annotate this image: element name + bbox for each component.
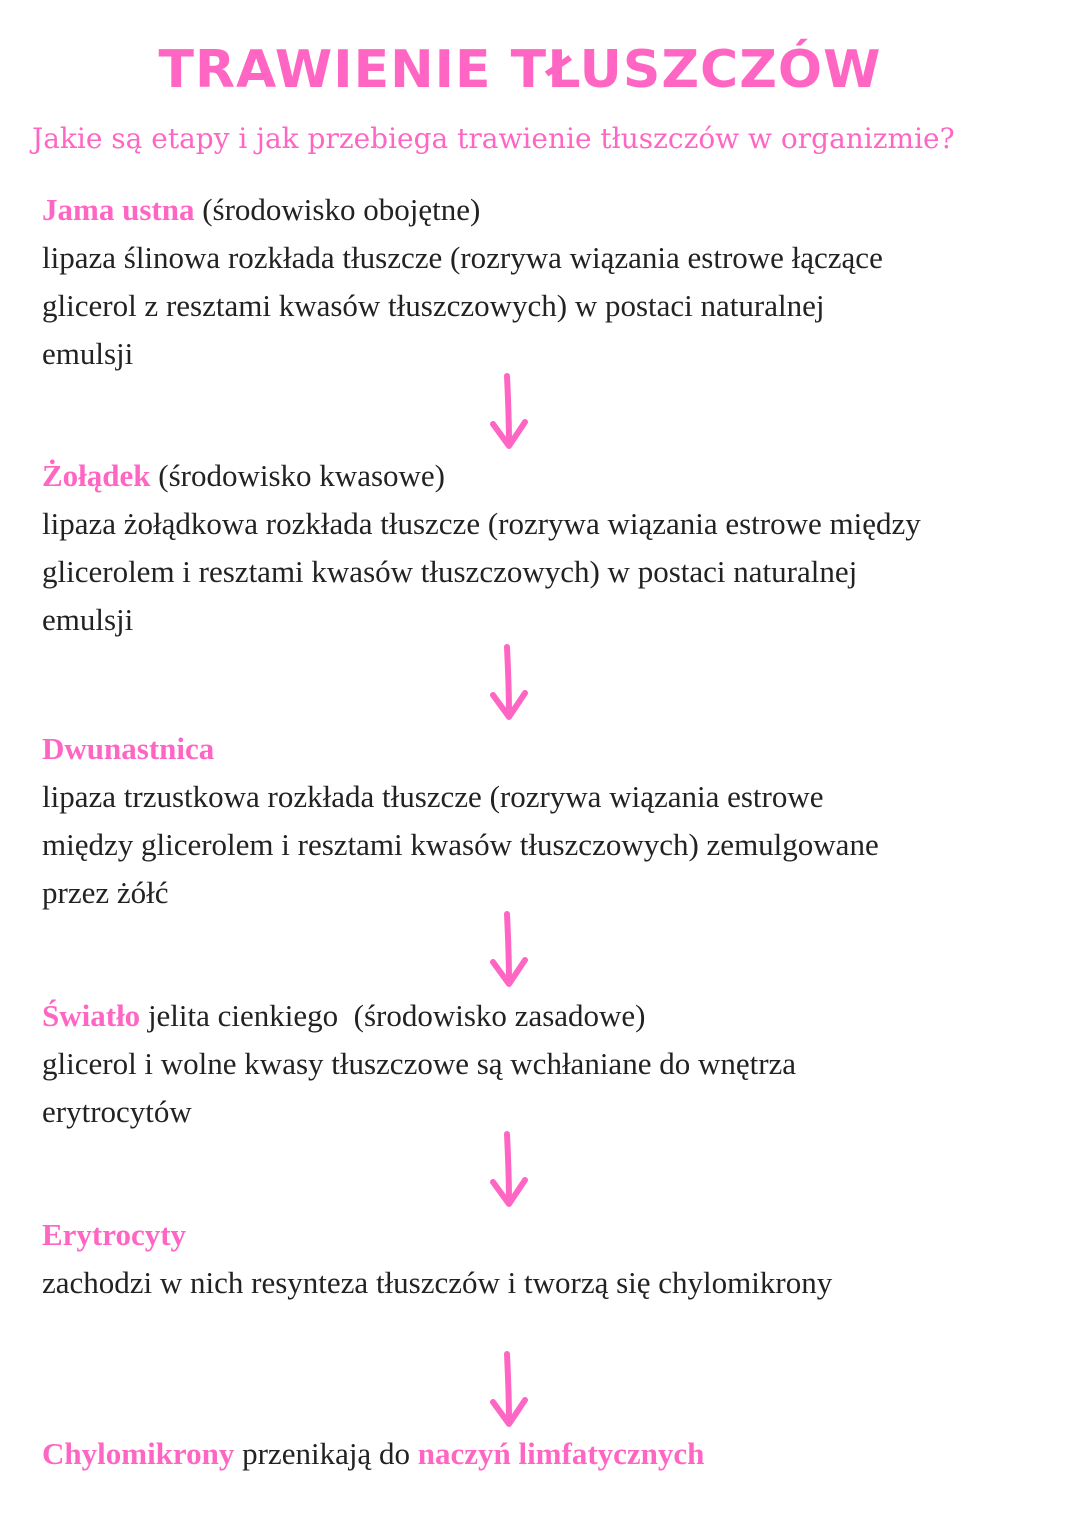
- down-arrow-icon: [487, 372, 531, 452]
- final-middle-text: przenikają do: [234, 1436, 418, 1471]
- step-environment: (środowisko kwasowe): [150, 458, 445, 493]
- step-heading: [42, 725, 922, 773]
- step-highlight: Żołądek: [42, 458, 151, 493]
- step-description: glicerol i wolne kwasy tłuszczowe są wchłaniane do wnętrza erytrocytów: [42, 1046, 797, 1129]
- step-description: lipaza trzustkowa rozkłada tłuszcze (rozrywa wiązania estrowe między glicerolem i resztami kwasów tłuszczowych) zemulgowane przez żółć: [42, 779, 879, 910]
- step-heading: [42, 452, 922, 500]
- step-description: zachodzi w nich resynteza tłuszczów i tworzą się chylomikrony: [42, 1265, 833, 1300]
- final-statement: [42, 1430, 704, 1478]
- down-arrow-icon: [487, 910, 531, 990]
- step-heading: [42, 186, 922, 234]
- step-description: lipaza ślinowa rozkłada tłuszcze (rozrywa wiązania estrowe łączące glicerol z resztami kwasów tłuszczowych) w postaci naturalnej emulsji: [42, 240, 883, 371]
- down-arrow-icon: [487, 1350, 531, 1430]
- step-swiatlo-jelita: [42, 992, 922, 1136]
- page-title: TRAWIENIE TŁUSZCZÓW: [158, 40, 882, 100]
- step-highlight: Dwunastnica: [42, 731, 215, 766]
- step-highlight: Jama ustna: [42, 192, 195, 227]
- page-subtitle: Jakie są etapy i jak przebiega trawienie tłuszczów w organizmie?: [32, 122, 955, 155]
- down-arrow-icon: [487, 643, 531, 723]
- step-environment: jelita cienkiego (środowisko zasadowe): [140, 998, 646, 1033]
- step-highlight: Światło: [42, 998, 141, 1033]
- down-arrow-icon: [487, 1130, 531, 1210]
- step-environment: (środowisko obojętne): [194, 192, 481, 227]
- final-highlight-chylomikrony: Chylomikrony: [42, 1436, 235, 1471]
- step-heading: [42, 1211, 922, 1259]
- step-erytrocyty: [42, 1211, 922, 1307]
- step-dwunastnica: [42, 725, 922, 917]
- step-jama-ustna: [42, 186, 922, 378]
- final-highlight-naczynia: naczyń limfatycznych: [417, 1436, 705, 1471]
- step-zoladek: [42, 452, 922, 644]
- step-highlight: Erytrocyty: [42, 1217, 187, 1252]
- step-description: lipaza żołądkowa rozkłada tłuszcze (rozrywa wiązania estrowe między glicerolem i resztami kwasów tłuszczowych) w postaci naturalnej emulsji: [42, 506, 921, 637]
- step-heading: [42, 992, 922, 1040]
